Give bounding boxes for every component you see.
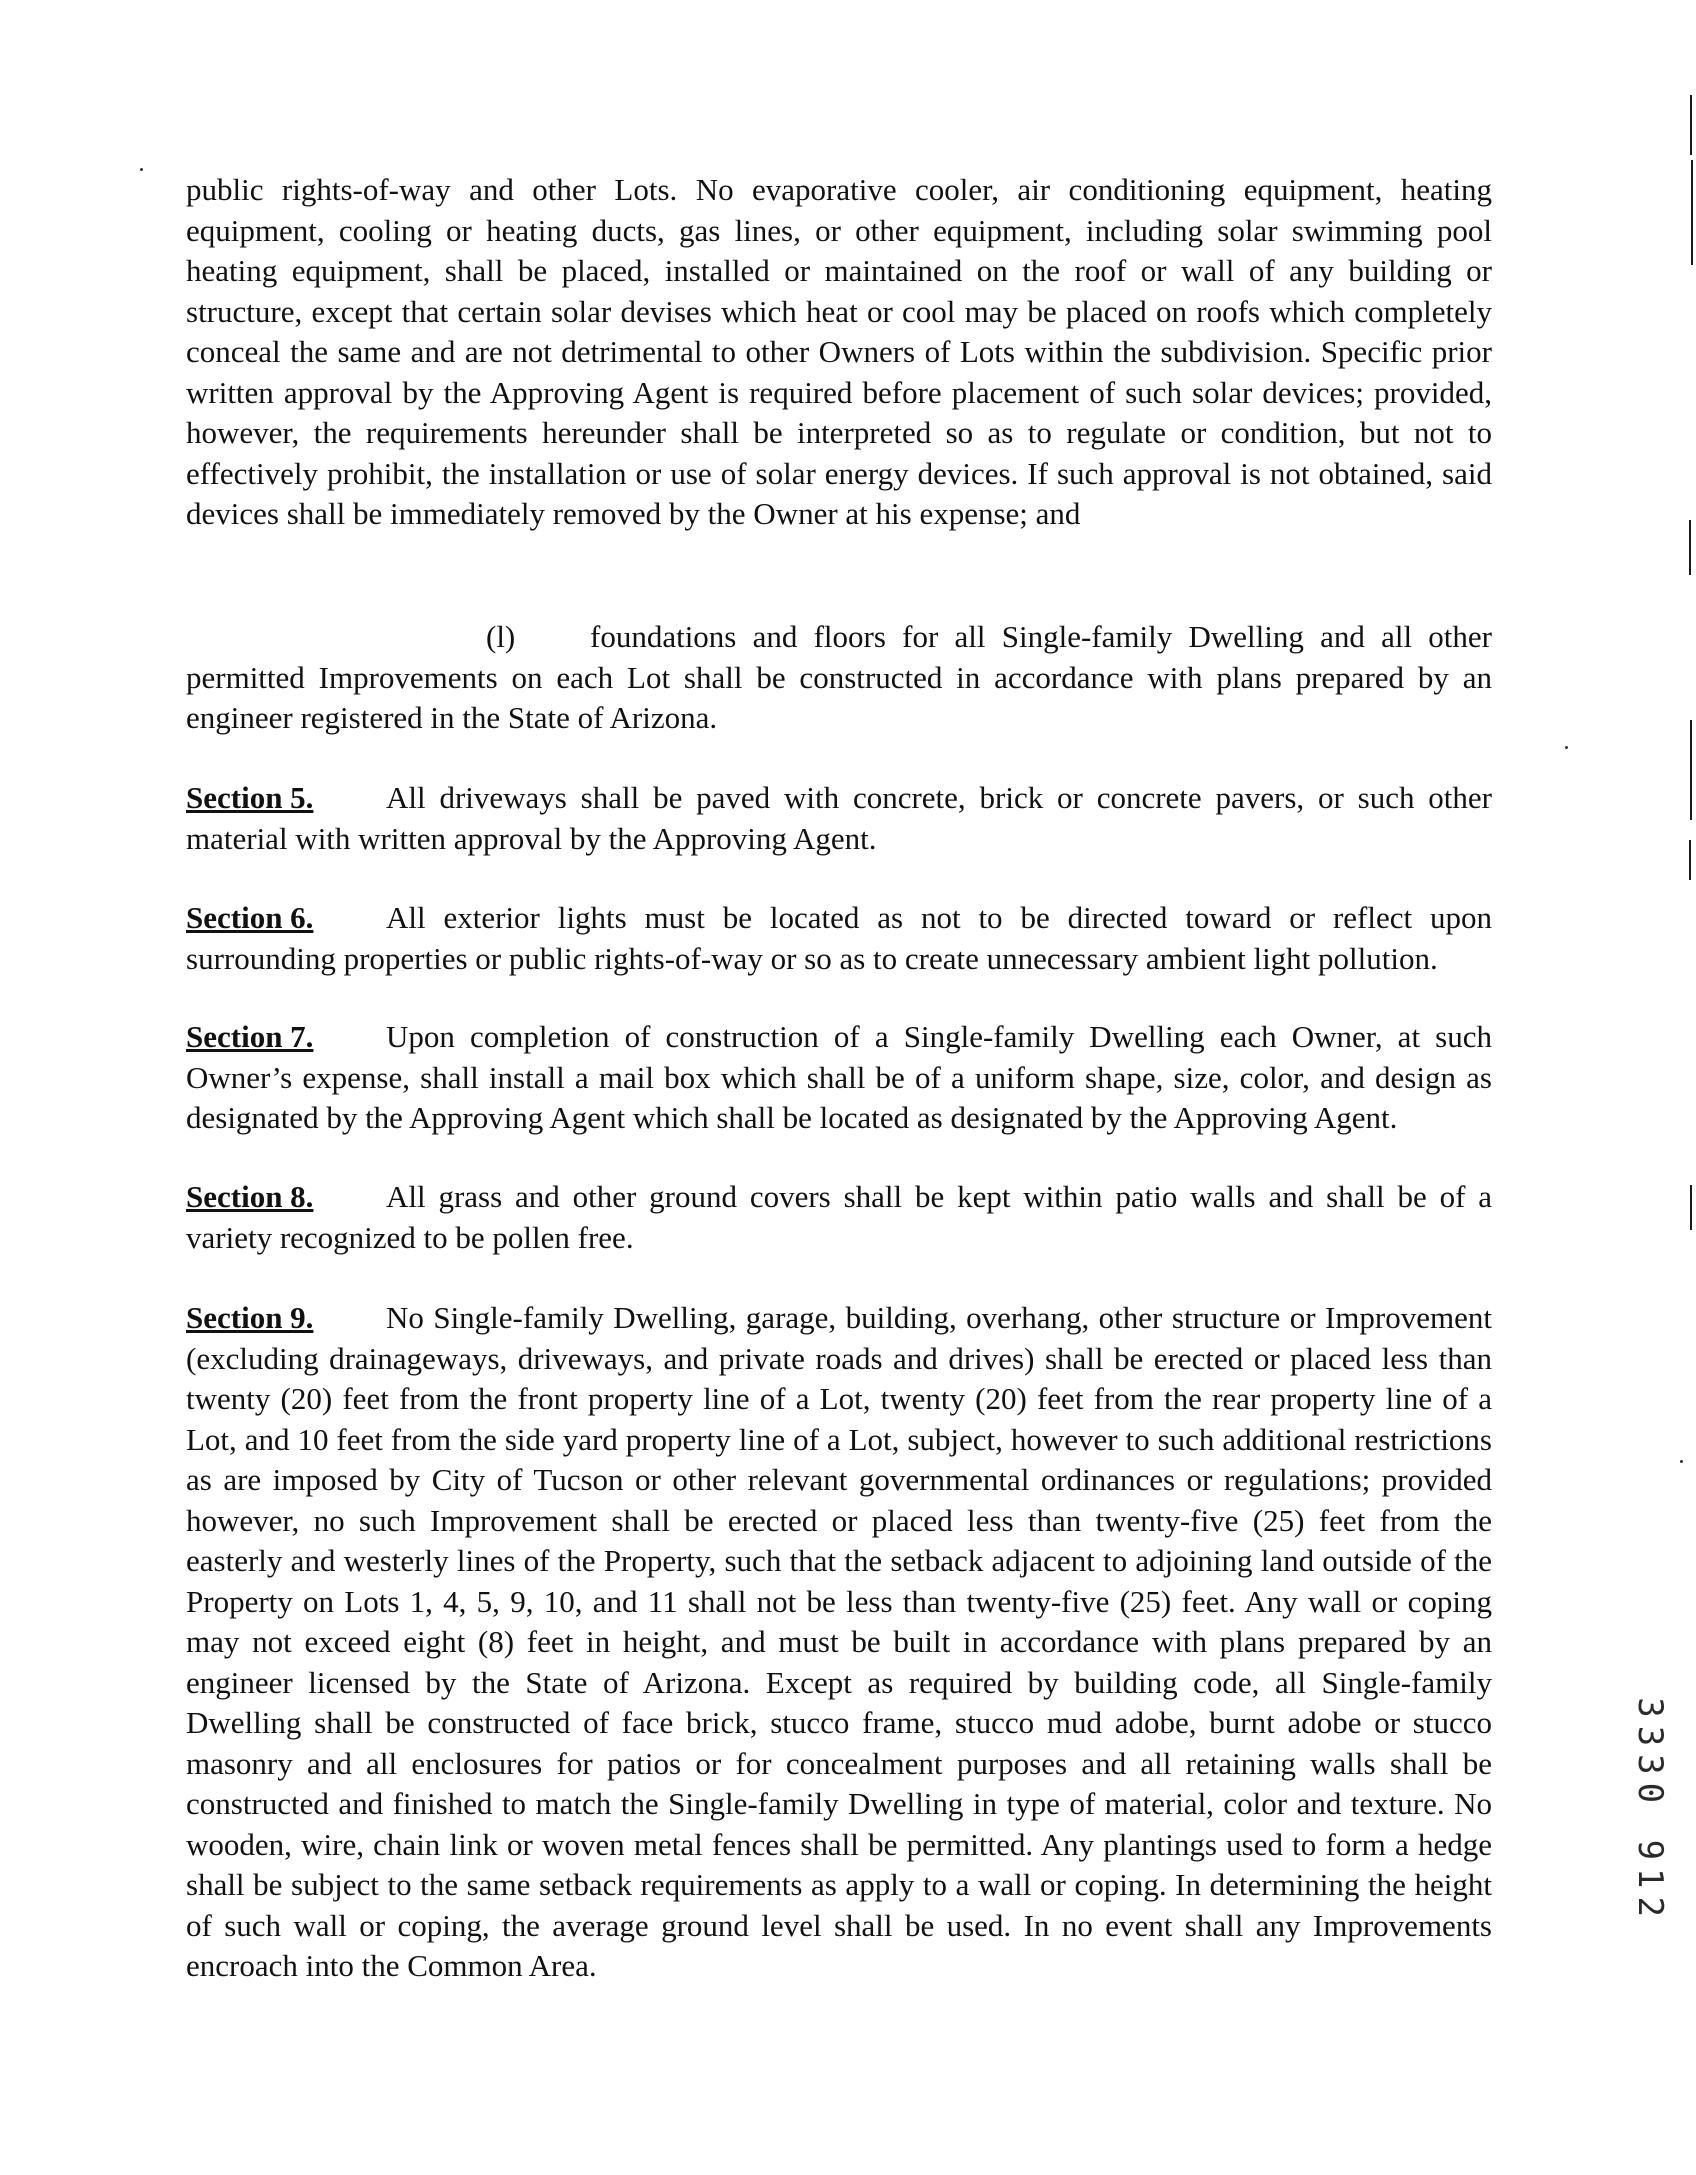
section-7-heading: Section 7. [186, 1019, 314, 1054]
section-9-heading: Section 9. [186, 1300, 314, 1335]
section-9-text: No Single-family Dwelling, garage, building, overhang, other structure or Improvement (excluding drainageways, driveways, and private roads and drives) shall be erected or placed less than twenty (20) feet from the front property line of a Lot, twenty (20) feet from the rear property line of a Lot, and 10 feet from the side yard property line of a Lot, subject, however to such additional restrictions as are imposed by City of Tucson or other relevant governmental ordinances or regulations; provided however, no such Improvement shall be erected or placed less than twenty-five (25) feet from the easterly and westerly lines of the Property, such that the setback adjacent to adjoining land outside of the Property on Lots 1, 4, 5, 9, 10, and 11 shall not be less than twenty-five (25) feet. Any wall or coping may not exceed eight (8) feet in height, and must be built in accordance with plans prepared by an engineer licensed by the State of Arizona. Except as required by building code, all Single-family Dwelling shall be constructed of face brick, stucco frame, stucco mud adobe, burnt adobe or stucco masonry and all enclosures for patios or for concealment purposes and all retaining walls shall be constructed and finished to match the Single-family Dwelling in type of material, color and texture. No wooden, wire, chain link or woven metal fences shall be permitted. Any plantings used to form a hedge shall be subject to the same setback requirements as apply to a wall or coping. In determining the height of such wall or coping, the average ground level shall be used. In no event shall any Improvements encroach into the Common Area. [186, 1300, 1492, 1983]
section-7-text: Upon completion of construction of a Single-family Dwelling each Owner, at such Owner’s expense, shall install a mail box which shall be of a uniform shape, size, color, and design as designated by the Approving Agent which shall be located as designated by the Approving Agent. [186, 1019, 1492, 1135]
scan-speck [1565, 746, 1568, 749]
section-9 [186, 1298, 1492, 1987]
subsection-label: (l) [486, 619, 516, 654]
scan-edge-mark [1690, 720, 1692, 820]
section-5 [186, 778, 1492, 859]
section-5-heading: Section 5. [186, 780, 314, 815]
scan-speck [140, 168, 143, 171]
intro-paragraph [186, 170, 1492, 535]
recording-stamp-number: 3330 912 [1630, 1697, 1670, 1925]
section-7 [186, 1017, 1492, 1139]
section-6-text: All exterior lights must be located as not to be directed toward or reflect upon surrounding properties or public rights-of-way or so as to create unnecessary ambient light pollution. [186, 900, 1492, 976]
scan-speck [1680, 1460, 1683, 1463]
subsection-l [186, 617, 1492, 739]
section-8 [186, 1177, 1492, 1258]
section-6 [186, 898, 1492, 979]
scan-edge-mark [1690, 1185, 1692, 1230]
subsection-text: foundations and floors for all Single-family Dwelling and all other permitted Improvements on each Lot shall be constructed in accordance with plans prepared by an engineer registered in the State of Arizona. [186, 619, 1492, 735]
scan-edge-mark [1689, 840, 1691, 880]
scan-edge-mark [1689, 520, 1691, 575]
scan-edge-mark [1691, 160, 1693, 265]
section-6-heading: Section 6. [186, 900, 314, 935]
section-8-heading: Section 8. [186, 1179, 314, 1214]
recording-stamp [1630, 1585, 1670, 1925]
section-5-text: All driveways shall be paved with concrete, brick or concrete pavers, or such other material with written approval by the Approving Agent. [186, 780, 1492, 856]
scan-edge-mark [1690, 95, 1692, 155]
section-8-text: All grass and other ground covers shall be kept within patio walls and shall be of a variety recognized to be pollen free. [186, 1179, 1492, 1255]
intro-paragraph-text: public rights-of-way and other Lots. No evaporative cooler, air conditioning equipment, heating equipment, cooling or heating ducts, gas lines, or other equipment, including solar swimming pool heating equipment, shall be placed, installed or maintained on the roof or wall of any building or structure, except that certain solar devises which heat or cool may be placed on roofs which completely conceal the same and are not detrimental to other Owners of Lots within the subdivision. Specific prior written approval by the Approving Agent is required before placement of such solar devices; provided, however, the requirements hereunder shall be interpreted so as to regulate or condition, but not to effectively prohibit, the installation or use of solar energy devices. If such approval is not obtained, said devices shall be immediately removed by the Owner at his expense; and [186, 172, 1492, 531]
